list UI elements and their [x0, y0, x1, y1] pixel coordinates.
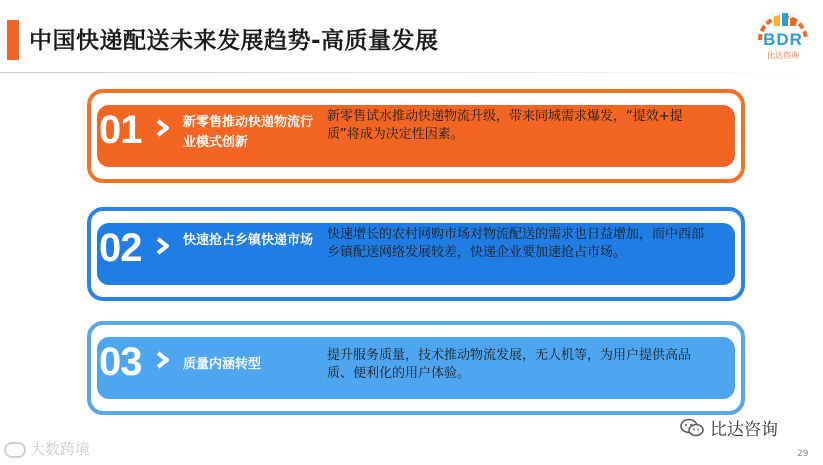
- bdr-logo: [752, 10, 814, 66]
- watermark-right: [680, 415, 778, 441]
- trend-card-2: [87, 207, 745, 301]
- chevron-right-icon: [155, 237, 171, 255]
- logo-text: BDR: [763, 30, 803, 49]
- title-accent-bar: [7, 20, 19, 60]
- trend-number: 02: [99, 226, 142, 270]
- trend-description: 提升服务质量，技术推动物流发展，无人机等，为用户提供高品质、便利化的用户体验。: [327, 348, 692, 381]
- wechat-icon: [680, 418, 704, 438]
- trend-band-3: [97, 337, 735, 399]
- watermark-left: [4, 438, 90, 459]
- trend-number: 01: [99, 108, 142, 152]
- trend-card-3: [87, 321, 745, 415]
- trend-label: 新零售推动快递物流行业模式创新: [183, 115, 314, 150]
- trend-description: 快速增长的农村网购市场对物流配送的需求也日益增加，而中西部乡镇配送网络发展较差，快递企业要加速抢占市场。: [327, 227, 705, 260]
- watermark-logo-icon: [4, 442, 26, 458]
- trend-card-1: [87, 89, 745, 183]
- chevron-right-icon: [155, 119, 171, 137]
- watermark-left-text: 大数跨境: [30, 440, 91, 458]
- trend-label: 快速抢占乡镇快递市场: [183, 233, 314, 248]
- trend-band-2: [97, 223, 735, 285]
- trend-description: 新零售试水推动快递物流升级，带来同城需求爆发，“提效+提质”将成为决定性因素。: [327, 109, 683, 142]
- watermark-right-text: 比达咨询: [710, 420, 778, 440]
- logo-subtitle: 比达咨询: [767, 51, 799, 60]
- trend-label: 质量内涵转型: [183, 357, 262, 372]
- chevron-right-icon: [155, 351, 171, 369]
- trend-number: 03: [99, 340, 142, 384]
- page-number: 29: [797, 449, 809, 459]
- page-title: 中国快递配送未来发展趋势-高质量发展: [29, 28, 439, 54]
- trend-band-1: [97, 105, 735, 167]
- title-divider: [0, 72, 823, 73]
